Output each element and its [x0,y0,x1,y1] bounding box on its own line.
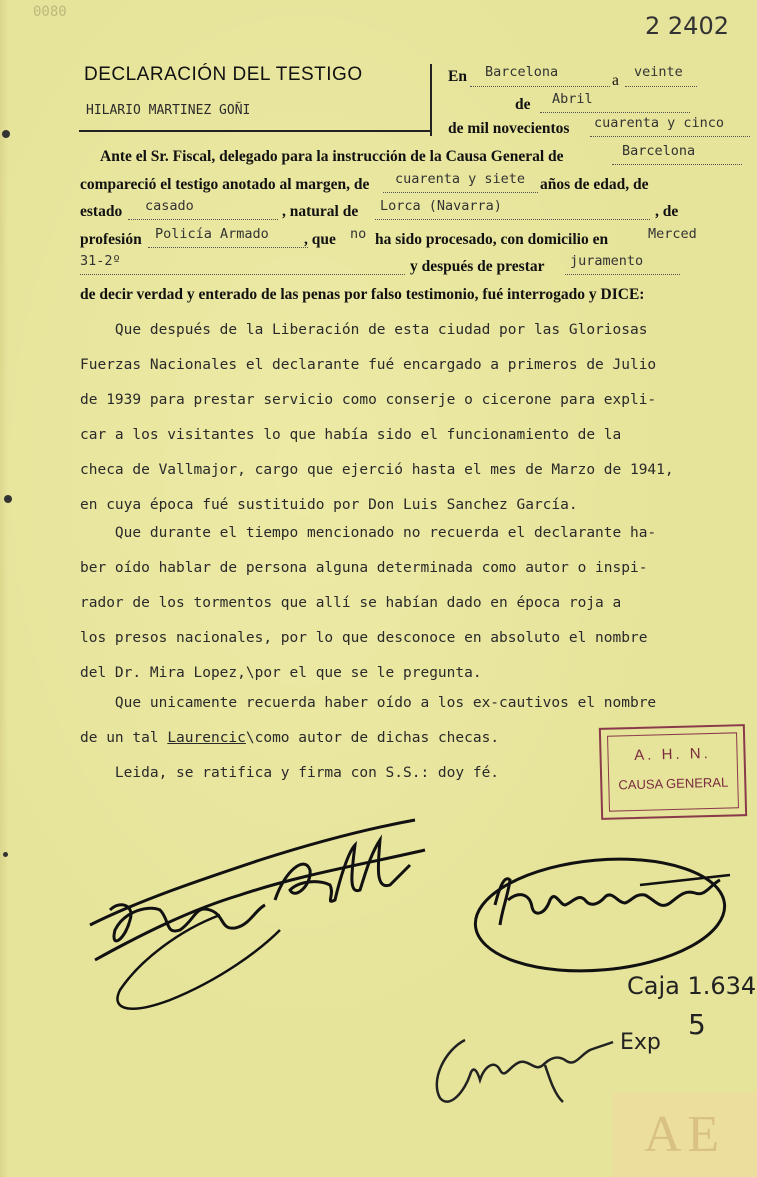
archive-stamp [599,724,747,820]
form-line-1: Ante el Sr. Fiscal, delegado para la instrucción de la Causa General de [100,148,564,165]
day-value: veinte [634,64,683,80]
age-value: cuarenta y siete [395,171,526,187]
fiscal-signature-image [80,810,440,1030]
form-line-2: compareció el testigo anotado al margen, de [80,176,370,193]
que-label: , que [304,231,336,248]
exp-number: 5 [688,1008,706,1041]
paragraph-2-line: del Dr. Mira Lopez,\por el que se le pregunta. [80,665,482,681]
year-value: cuarenta y cinco [594,115,725,131]
a-label: a [612,72,619,89]
domicilio-dots [80,274,405,275]
paragraph-2-line: rador de los tormentos que allí se habían dado en época roja a [80,595,622,611]
de-label: de [515,96,531,113]
estado-label: estado [80,203,123,220]
paragraph-2 [80,516,730,691]
header-divider-vertical [430,64,432,136]
exp-label: Exp [620,1030,661,1055]
paragraph-2-line: Que durante el tiempo mencionado no recuerda el declarante ha- [80,525,657,541]
form-line-2-dots [383,192,538,193]
witness-name: HILARIO MARTINEZ GOÑI [86,103,251,118]
paragraph-1 [80,313,730,523]
estado-value: casado [145,198,194,214]
form-line-6: de decir verdad y enterado de las penas por falso testimonio, fué interrogado y DICE: [80,286,645,303]
month-value: Abril [552,91,593,107]
prestar-label: y después de prestar [410,258,545,275]
prestar-dots [565,274,680,275]
laurencic-name: Laurencic [167,730,246,746]
profesion-dots [148,247,308,248]
caja-annotation: Caja 1.634 [627,972,757,1000]
estado-dots [128,219,278,220]
witness-signature-image [460,845,750,990]
natural-label: , natural de [282,203,359,220]
year-line [590,136,750,137]
paragraph-4-line: Leida, se ratifica y firma con S.S.: doy fé. [80,765,500,781]
paragraph-1-line: Fuerzas Nacionales el declarante fué encargado a primeros de Julio [80,357,657,373]
document-number: 2 2402 [645,12,729,40]
archive-watermark-logo: AE [612,1092,757,1177]
paragraph-1-line: checa de Vallmajor, cargo que ejerció hasta el mes de Marzo de 1941, [80,462,674,478]
paragraph-2-line: ber oído hablar de persona alguna determinada como autor o inspi- [80,560,648,576]
margin-mark [3,852,8,857]
paragraph-1-line: de 1939 para prestar servicio como conserje o cicerone para expli- [80,392,657,408]
natural-end: , de [655,203,679,220]
paragraph-2-line: los presos nacionales, por lo que desconoce en absoluto el nombre [80,630,648,646]
form-line-2-end: años de edad, de [540,176,649,193]
stamp-line-1: A. H. N. [634,745,712,765]
paragraph-3-suffix: \como autor de dichas checas. [245,730,500,746]
faint-stamp-number: 0080 [33,4,67,20]
natural-dots [375,219,650,220]
paragraph-3-line: Que unicamente recuerda haber oído a los ex-cautivos el nombre [80,695,657,711]
header-divider-horizontal [79,130,431,132]
procesado-label: ha sido procesado, con domicilio en [375,231,609,248]
year-label: de mil novecientos [448,120,570,137]
paragraph-3-prefix: de un tal [80,730,168,746]
procesado-value: no [350,226,367,242]
document-title: DECLARACIÓN DEL TESTIGO [84,64,363,85]
form-line-1-dots [612,164,742,165]
margin-mark [4,495,12,503]
rubric-signature-image [425,1010,625,1115]
natural-value: Lorca (Navarra) [380,198,502,214]
juramento-value: juramento [570,253,644,269]
paragraph-1-line: Que después de la Liberación de esta ciudad por las Gloriosas [80,322,648,338]
margin-mark [2,130,10,138]
domicilio-value-2: 31-2º [80,253,121,269]
paragraph-1-line: car a los visitantes lo que había sido el funcionamiento de la [80,427,622,443]
month-line [540,112,690,113]
day-line [625,86,697,87]
stamp-line-2: CAUSA GENERAL [618,774,729,793]
city-line [470,86,610,87]
city-value: Barcelona [485,64,559,80]
en-label: En [448,68,467,85]
causa-city-value: Barcelona [622,143,696,159]
profesion-label: profesión [80,231,142,248]
domicilio-value: Merced [648,226,697,242]
paragraph-1-line: en cuya época fué sustituido por Don Luis Sanchez García. [80,497,578,513]
profesion-value: Policía Armado [155,226,269,242]
